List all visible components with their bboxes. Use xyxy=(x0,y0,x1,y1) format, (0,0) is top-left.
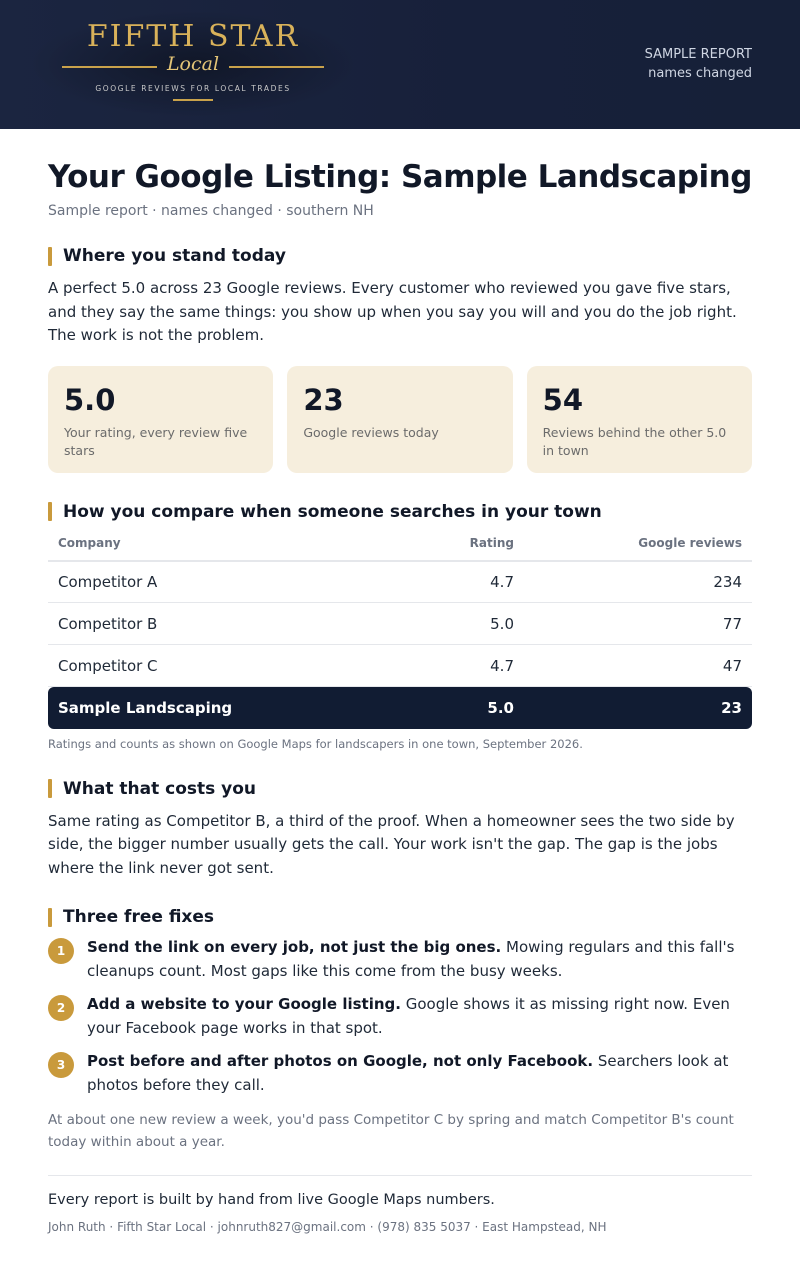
fix-title: Post before and after photos on Google, not only Facebook. xyxy=(87,1052,594,1070)
fix-text xyxy=(87,993,752,1040)
fixes-closing-note: At about one new review a week, you'd pass Competitor C by spring and match Competitor B's count today within about a year. xyxy=(48,1112,734,1150)
section-accent-bar xyxy=(48,502,52,521)
logo-ornament xyxy=(173,99,213,101)
company-cell: Competitor B xyxy=(48,603,364,645)
header-meta xyxy=(645,45,752,83)
logo-rule-left xyxy=(62,66,157,68)
rating-cell: 5.0 xyxy=(364,603,524,645)
company-cell: Competitor C xyxy=(48,645,364,687)
page-subtitle: Sample report · names changed · southern NH xyxy=(48,203,374,219)
fix-item xyxy=(48,1052,752,1097)
fix-text xyxy=(87,1050,752,1097)
logo-tagline: GOOGLE REVIEWS FOR LOCAL TRADES xyxy=(95,84,291,93)
rating-cell: 4.7 xyxy=(364,561,524,603)
section-heading-stand xyxy=(48,246,752,266)
stat-label: Google reviews today xyxy=(303,424,439,440)
section-heading-fixes xyxy=(48,907,752,927)
logo-title: FIFTH STAR xyxy=(86,19,300,54)
fix-number-badge: 3 xyxy=(48,1052,74,1078)
section-heading-compare xyxy=(48,502,752,522)
report-body xyxy=(0,159,800,1234)
footer-contact: John Ruth · Fifth Star Local · johnruth827@gmail.com · (978) 835 5037 · East Hampstead, NH xyxy=(48,1220,607,1234)
stat-label: Your rating, every review five stars xyxy=(64,424,248,458)
reviews-cell: 77 xyxy=(524,603,752,645)
table-row xyxy=(48,603,752,645)
fix-number-badge: 1 xyxy=(48,938,74,964)
fix-detail: Searchers look at photos before they call. xyxy=(87,1052,729,1094)
rating-cell: 5.0 xyxy=(364,687,524,729)
section-heading-costs xyxy=(48,779,752,799)
table-header-row xyxy=(48,536,752,561)
column-header-company: Company xyxy=(48,536,364,561)
section-accent-bar xyxy=(48,779,52,798)
footer-statement: Every report is built by hand from live Google Maps numbers. xyxy=(48,1192,495,1208)
brand-logo xyxy=(28,10,358,118)
logo-script: Local xyxy=(166,53,220,75)
report-footer xyxy=(48,1175,752,1234)
fix-detail: Google shows it as missing right now. Even your Facebook page works in that spot. xyxy=(87,995,730,1037)
header-meta-line2: names changed xyxy=(648,66,752,81)
column-header-rating: Rating xyxy=(364,536,524,561)
table-row xyxy=(48,645,752,687)
rating-cell: 4.7 xyxy=(364,645,524,687)
stat-cards xyxy=(48,366,752,473)
highlighted-row-your-business xyxy=(48,687,752,729)
section-heading-text: Where you stand today xyxy=(63,246,286,266)
table-row xyxy=(48,561,752,603)
report-header xyxy=(0,0,800,129)
section-heading-text: How you compare when someone searches in your town xyxy=(63,501,602,522)
company-cell: Competitor A xyxy=(48,561,364,603)
page-title: Your Google Listing: Sample Landscaping xyxy=(48,159,752,195)
reviews-cell: 23 xyxy=(524,687,752,729)
stat-card xyxy=(48,366,273,473)
stat-card xyxy=(287,366,512,473)
fix-item xyxy=(48,938,752,983)
fix-title: Add a website to your Google listing. xyxy=(87,995,401,1013)
fix-item xyxy=(48,995,752,1040)
stat-label: Reviews behind the other 5.0 in town xyxy=(542,424,727,458)
stand-body: A perfect 5.0 across 23 Google reviews. Every customer who reviewed you gave five stars, and they say the same things: you show up when you say you will and you do the job right. The work is not the problem. xyxy=(48,279,737,344)
fix-title: Send the link on every job, not just the big ones. xyxy=(87,938,502,956)
fix-detail: Mowing regulars and this fall's cleanups count. Most gaps like this come from the busy weeks. xyxy=(87,938,735,980)
section-heading-text: Three free fixes xyxy=(63,907,215,927)
column-header-reviews: Google reviews xyxy=(524,536,752,561)
costs-body: Same rating as Competitor B, a third of the proof. When a homeowner sees the two side by side, the bigger number usually gets the call. Your work isn't the gap. The gap is the jobs where the link never got sent. xyxy=(48,811,735,877)
company-cell: Sample Landscaping xyxy=(48,687,364,729)
reviews-cell: 47 xyxy=(524,645,752,687)
section-heading-text: What that costs you xyxy=(63,778,257,799)
comparison-table xyxy=(48,536,752,729)
header-meta-line1: SAMPLE REPORT xyxy=(644,47,752,62)
reviews-cell: 234 xyxy=(524,561,752,603)
section-accent-bar xyxy=(48,247,52,266)
table-source-note: Ratings and counts as shown on Google Maps for landscapers in one town, September 2026. xyxy=(48,736,583,751)
stat-card xyxy=(527,366,752,473)
section-accent-bar xyxy=(48,908,52,927)
fix-text xyxy=(87,936,752,983)
fix-number-badge: 2 xyxy=(48,995,74,1021)
stat-value: 54 xyxy=(542,382,584,417)
stat-value: 5.0 xyxy=(64,382,116,417)
stat-value: 23 xyxy=(303,382,344,417)
logo-rule-right xyxy=(229,66,324,68)
